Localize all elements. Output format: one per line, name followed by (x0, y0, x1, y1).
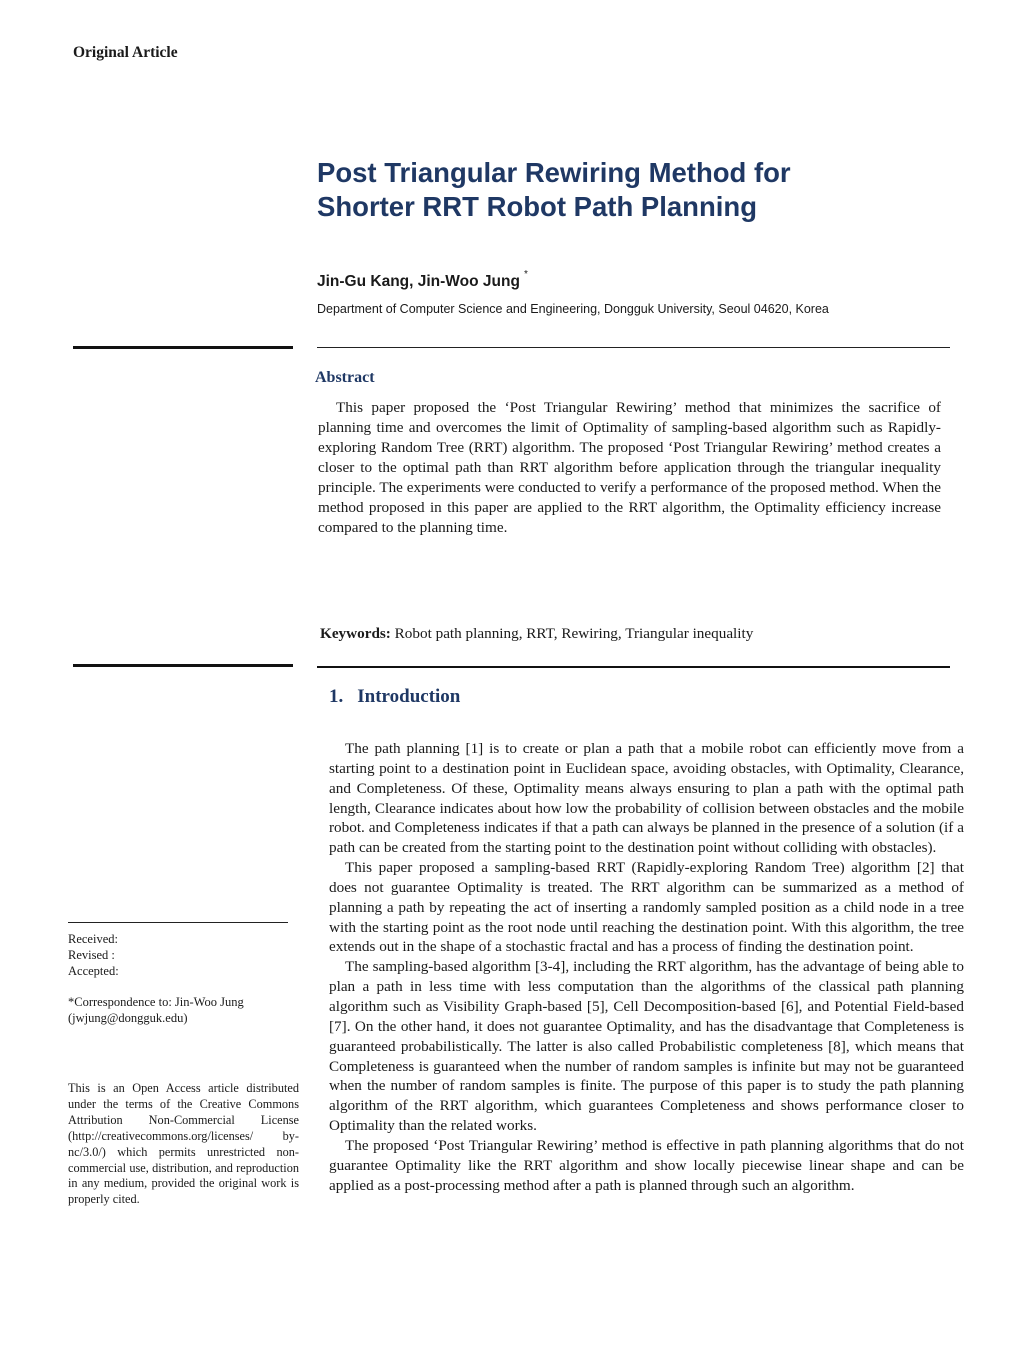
correspondence-email: (jwjung@dongguk.edu) (68, 1011, 188, 1025)
section-heading-introduction (329, 686, 460, 708)
keywords (320, 625, 753, 643)
left-divider-top (73, 346, 293, 349)
affiliation: Department of Computer Science and Engineering, Dongguk University, Seoul 04620, Korea (317, 302, 829, 316)
article-type-label: Original Article (73, 44, 178, 61)
right-divider-bottom (317, 666, 950, 668)
keywords-label: Keywords: (320, 625, 391, 642)
received-label: Received: (68, 932, 118, 946)
paper-title-line-2: Shorter RRT Robot Path Planning (317, 191, 757, 222)
paper-title (317, 156, 957, 224)
section-number: 1. (329, 686, 344, 707)
section-title: Introduction (357, 686, 461, 707)
license-note: This is an Open Access article distributed under the terms of the Creative Commons Attribution Non-Commercial License (http://creativecommons.org/licenses/ by-nc/3.0/) which permits unrestricted non-commercial use, distribution, and reproduction in any medium, provided the original work is properly cited. (68, 1081, 299, 1207)
paper-title-line-1: Post Triangular Rewiring Method for (317, 157, 791, 188)
abstract-heading: Abstract (315, 369, 375, 386)
abstract-text: This paper proposed the ‘Post Triangular Rewiring’ method that minimizes the sacrifice of planning time and overcomes the limit of Optimality of sampling-based algorithm such as Rapidly-exploring Random Tree (RRT) algorithm. The proposed ‘Post Triangular Rewiring’ method creates a closer to the optimal path than RRT algorithm before application through the triangular inequality principle. The experiments were conducted to verify a performance of the proposed method. When the method proposed in this paper are applied to the RRT algorithm, the Optimality efficiency increase compared to the planning time. (318, 399, 941, 536)
accepted-label: Accepted: (68, 964, 119, 978)
corresponding-author-mark: * (523, 269, 528, 280)
right-divider-top (317, 347, 950, 348)
intro-paragraph: The sampling-based algorithm [3-4], including the RRT algorithm, has the advantage of being able to plan a path in less time with less computation than the algorithms of the classical path planning algorithm such as Visibility Graph-based [5], Cell Decomposition-based [6], and Potential Field-based [7]. On the other hand, it does not guarantee Optimality, and has the disadvantage that Completeness is guaranteed probabilistically. The latter is also called Probabilistic completeness [8], which means that Completeness is guaranteed when the number of random samples is infinite but may not be guaranteed when the number of random samples is finite. The purpose of this paper is to study the path planning algorithm of the RRT algorithm, which guarantees Completeness and shows performance closer to Optimality than the related works. (329, 958, 964, 1135)
intro-paragraph: This paper proposed a sampling-based RRT (Rapidly-exploring Random Tree) algorithm [2] that does not guarantee Optimality is treated. The RRT algorithm can be summarized as a method of planning a path by repeating the act of inserting a randomly sampled position as a child node in a tree with the starting point as the root node until reaching the destination point. With this algorithm, the tree extends out in the shape of a stochastic fractal and has a process of finding the destination point. (329, 859, 964, 956)
correspondence-note (68, 994, 300, 1026)
intro-paragraph: The proposed ‘Post Triangular Rewiring’ method is effective in path planning algorithms that do not guarantee Optimality like the RRT algorithm and show locally piecewise linear shape and can be applied as a post-processing method after a path is planned through such an algorithm. (329, 1136, 964, 1194)
authors (317, 269, 528, 291)
submission-dates (68, 931, 119, 979)
intro-paragraph: The path planning [1] is to create or plan a path that a mobile robot can efficiently move from a starting point to a destination point in Euclidean space, avoiding obstacles, with Optimality, Clearance, and Completeness. Of these, Optimality means always ensuring to plan a path with the optimal path length, Clearance indicates about how low the probability of collision between obstacles and the mobile robot. and Completeness indicates if that a path can always be planned in the presence of a solution (if a path can be created from the starting point to the destination point without colliding with obstacles). (329, 740, 964, 857)
sidebar-divider (68, 922, 288, 923)
revised-label: Revised : (68, 948, 115, 962)
author-names: Jin-Gu Kang, Jin-Woo Jung (317, 273, 520, 290)
introduction-body (329, 739, 964, 1195)
left-divider-bottom (73, 664, 293, 667)
keywords-text: Robot path planning, RRT, Rewiring, Triangular inequality (394, 625, 754, 642)
correspondence-name: *Correspondence to: Jin-Woo Jung (68, 995, 244, 1009)
